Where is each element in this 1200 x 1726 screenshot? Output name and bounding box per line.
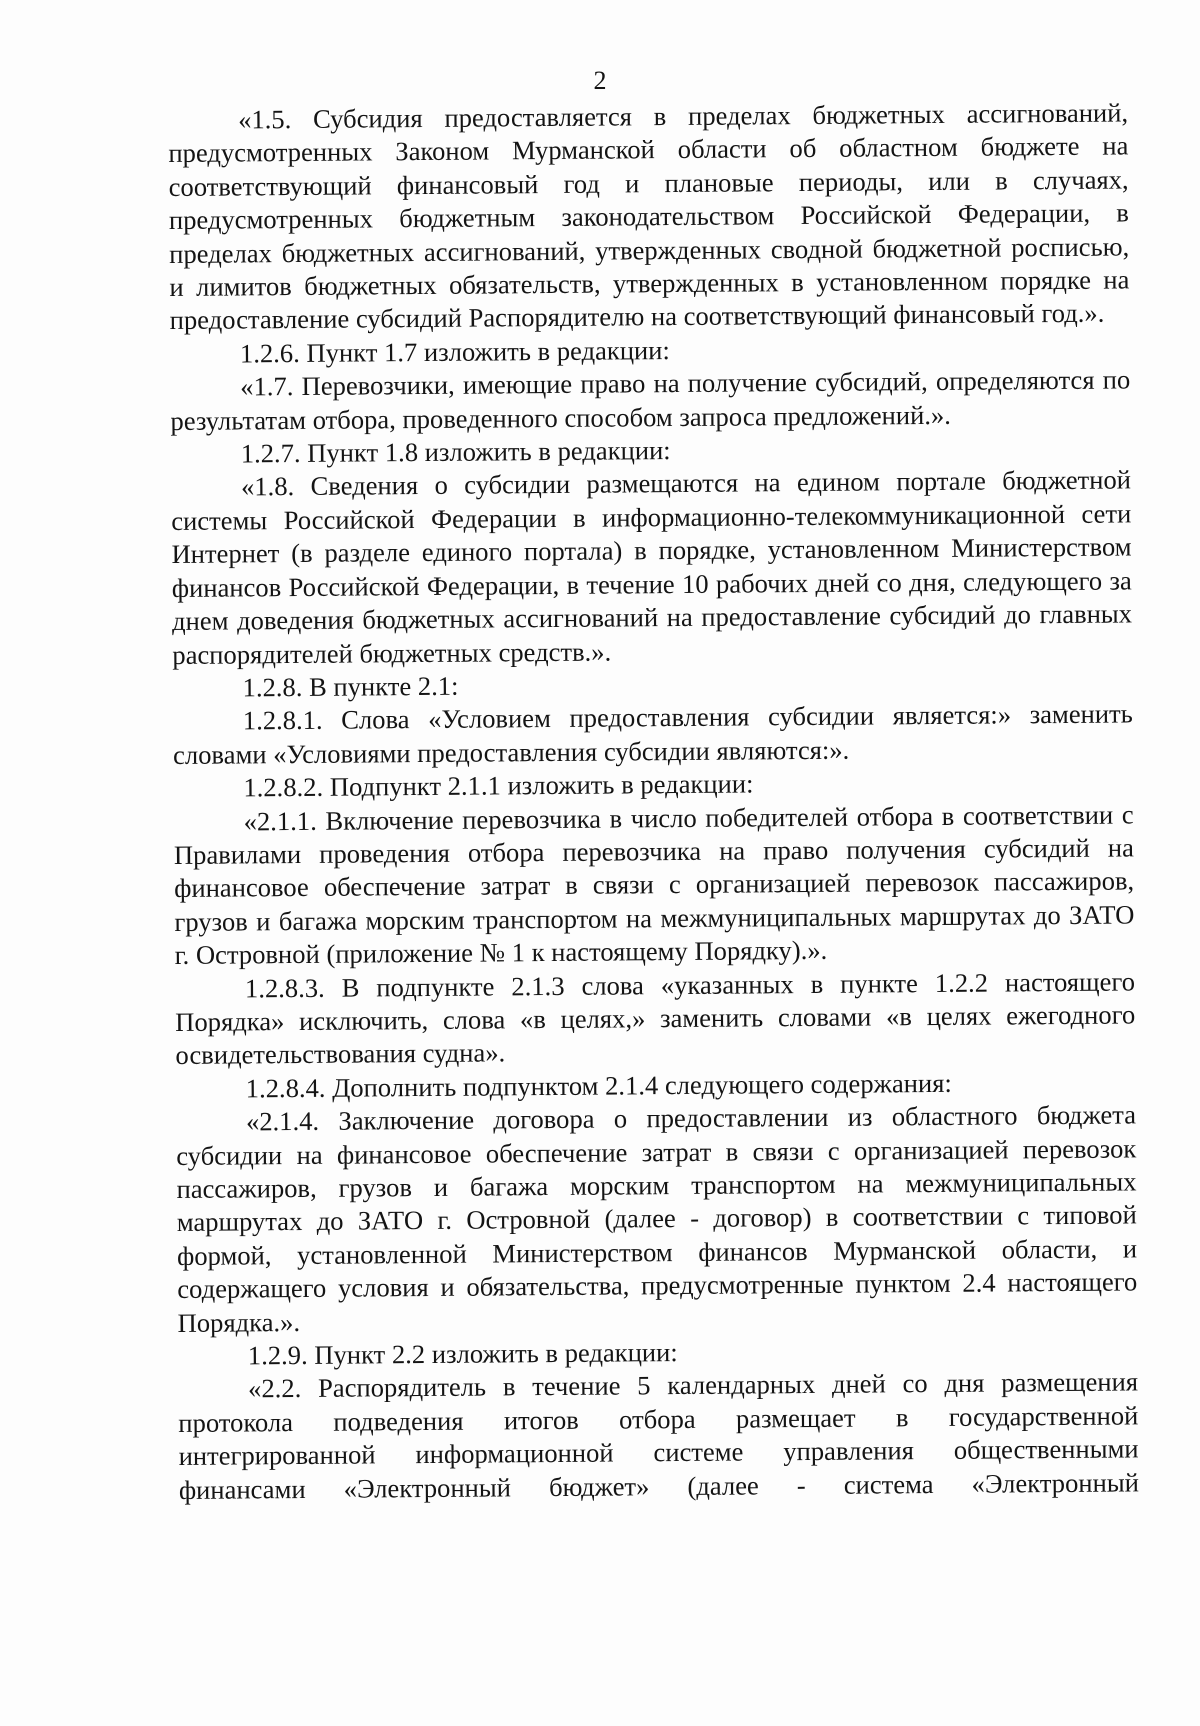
- document-body: [168, 96, 1139, 1507]
- paragraph-2-2: «2.2. Распорядитель в течение 5 календарных дней со дня размещения протокола подведения итогов отбора размещает в государственной интегрированной информационной системе управления общественными финансами «Электронный бюджет» (далее - система «Электронный: [178, 1366, 1139, 1505]
- paragraph-1-7: «1.7. Перевозчики, имеющие право на получение субсидий, определяются по результатам отбора, проведенного способом запроса предложений.».: [170, 364, 1131, 436]
- paragraph-1-2-8-4: 1.2.8.4. Дополнить подпунктом 2.1.4 следующего содержания:: [245, 1067, 952, 1104]
- paragraph-1-2-9: 1.2.9. Пункт 2.2 изложить в редакции:: [247, 1337, 678, 1371]
- paragraph-1-2-8-1: 1.2.8.1. Слова «Условием предоставления субсидии является:» заменить словами «Условиями предоставления субсидии являются:».: [172, 698, 1133, 770]
- paragraph-1-2-8: 1.2.8. В пункте 2.1:: [242, 670, 459, 703]
- paragraph-1-2-7: 1.2.7. Пункт 1.8 изложить в редакции:: [240, 435, 671, 469]
- paragraph-2-1-4: «2.1.4. Заключение договора о предоставлении из областного бюджета субсидии на финансовое обеспечение затрат в связи с организацией перевозок пассажиров, грузов и багажа морским транспортом на межмуниципальных маршрутах до ЗАТО г. Островной (далее - договор) в соответствии с типовой формой, установленной Министерством финансов Мурманской области, и содержащего условия и обязательства, предусмотренные пунктом 2.4 настоящего Порядка.».: [176, 1099, 1138, 1338]
- paragraph-2-1-1: «2.1.1. Включение перевозчика в число победителей отбора в соответствии с Правилами проведения отбора перевозчика на право получения субсидий на финансовое обеспечение затрат в связи с организацией перевозок пассажиров, грузов и багажа морским транспортом на межмуниципальных маршрутах до ЗАТО г. Островной (приложение № 1 к настоящему Порядку).».: [173, 798, 1135, 971]
- page-number: 2: [593, 66, 607, 95]
- paragraph-1-2-8-2: 1.2.8.2. Подпункт 2.1.1 изложить в редакции:: [243, 768, 754, 803]
- paragraph-1-2-6: 1.2.6. Пункт 1.7 изложить в редакции:: [239, 334, 670, 369]
- paragraph-1-2-8-3: 1.2.8.3. В подпункте 2.1.3 слова «указанных в пункте 1.2.2 настоящего Порядка» исключить, слова «в целях,» заменить словами «в целях ежегодного освидетельствования судна».: [175, 965, 1136, 1071]
- paragraph-1-5: «1.5. Субсидия предоставляется в пределах бюджетных ассигнований, предусмотренных Законом Мурманской области об областном бюджете на соответствующий финансовый год и плановые периоды, или в случаях, предусмотренных бюджетным законодательством Российской Федерации, в пределах бюджетных ассигнований, утвержденных сводной бюджетной росписью, и лимитов бюджетных обязательств, утвержденных в установленном порядке на предоставление субсидий Распорядителю на соответствующий финансовый год.».: [168, 97, 1130, 336]
- paragraph-1-8: «1.8. Сведения о субсидии размещаются на едином портале бюджетной системы Российской Федерации в информационно-телекоммуникационной сети Интернет (в разделе единого портала) в порядке, установленном Министерством финансов Российской Федерации, в течение 10 рабочих дней со дня, следующего за днем доведения бюджетных ассигнований на предоставление субсидий до главных распорядителей бюджетных средств.».: [171, 464, 1133, 670]
